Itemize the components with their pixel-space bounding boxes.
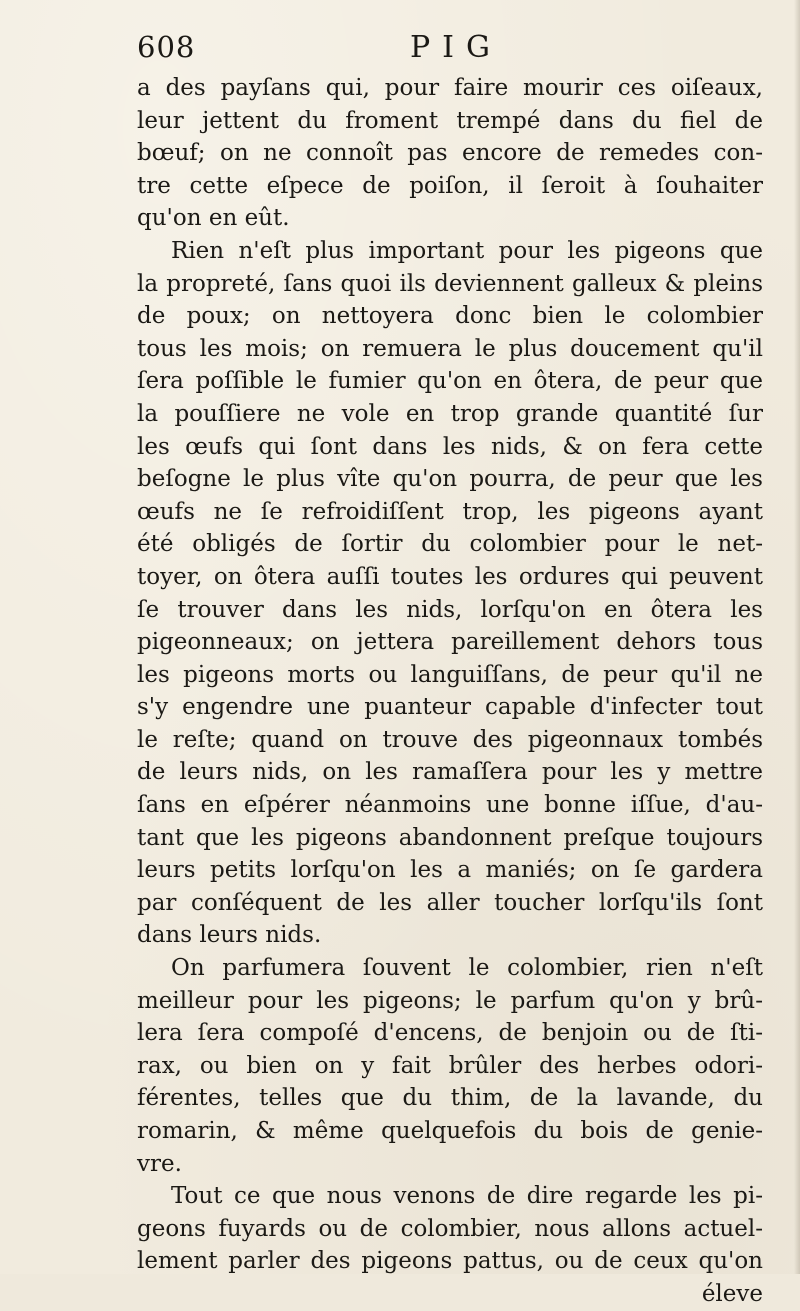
text-line: férentes, telles que du thim, de la lavande, du [137,1085,763,1112]
text-line: de poux; on nettoyera donc bien le colombier [137,303,763,330]
text-line: romarin, & même quelquefois du bois de genie- [137,1118,763,1144]
text-line: par conſéquent de les aller toucher lorſqu'ils ſont [137,889,763,916]
text-line: lement parler des pigeons pattus, ou de ceux qu'on [137,1248,763,1275]
paragraph-start-line: Tout ce que nous venons de dire regarde les pi- [171,1183,763,1210]
text-line: a des payſans qui, pour faire mourir ces oiſeaux, [137,75,763,101]
text-line: toyer, on ôtera auſſi toutes les ordures qui peuvent [137,563,763,590]
paragraph-start-line: Rien n'eſt plus important pour les pigeons que [171,237,763,264]
text-line: œufs ne ſe refroidiſſent trop, les pigeons ayant [137,498,763,525]
text-line: tous les mois; on remuera le plus doucement qu'il [137,335,763,362]
text-line: été obligés de ſortir du colombier pour le net- [137,531,763,558]
text-line: ſe trouver dans les nids, lorſqu'on en ôtera les [137,596,763,623]
page-number: 608 [137,30,196,64]
text-line: beſogne le plus vîte qu'on pourra, de peur que les [137,466,763,493]
paragraph-start-line: On parfumera ſouvent le colombier, rien n'eſt [171,955,763,982]
text-line: tre cette eſpece de poiſon, il ſeroit à ſouhaiter [137,172,763,199]
page-header [137,30,777,70]
catchword: éleve [701,1280,763,1307]
text-line: rax, ou bien on y fait brûler des herbes odori- [137,1052,763,1079]
text-line: leurs petits lorſqu'on les a maniés; on ſe gardera [137,857,763,884]
text-line: les œufs qui ſont dans les nids, & on fera cette [137,433,763,460]
body-text [137,72,763,1311]
text-line: le reſte; quand on trouve des pigeonnaux tombés [137,726,763,753]
text-line: meilleur pour les pigeons; le parfum qu'on y brû- [137,987,763,1014]
text-line: tant que les pigeons abandonnent preſque toujours [137,824,763,851]
text-line: ſera poſſible le fumier qu'on en ôtera, de peur que [137,368,763,395]
text-line: de leurs nids, on les ramaſſera pour les y mettre [137,759,763,786]
paragraph-end-line: dans leurs nids. [137,922,322,949]
paragraph-end-line: vre. [137,1150,182,1177]
text-line: pigeonneaux; on jettera pareillement dehors tous [137,629,763,656]
text-line: leur jettent du froment trempé dans du fiel de [137,107,763,134]
text-line: bœuf; on ne connoît pas encore de remedes con- [137,140,763,167]
text-line: lera ſera compoſé d'encens, de benjoin ou de ſti- [137,1020,763,1047]
text-line: geons fuyards ou de colombier, nous allons actuel- [137,1215,763,1242]
running-head: PIG [410,30,503,65]
text-line: les pigeons morts ou languiſſans, de peur qu'il ne [137,661,763,688]
text-line: la propreté, ſans quoi ils deviennent galleux & pleins [137,270,763,297]
text-line: ſans en eſpérer néanmoins une bonne iſſue, d'au- [137,792,763,819]
text-line: s'y engendre une puanteur capable d'infecter tout [137,694,763,721]
page-edge-shadow [794,0,800,1274]
paragraph-end-line: qu'on en eût. [137,205,290,232]
text-line: la pouſſiere ne vole en trop grande quantité ſur [137,400,763,427]
